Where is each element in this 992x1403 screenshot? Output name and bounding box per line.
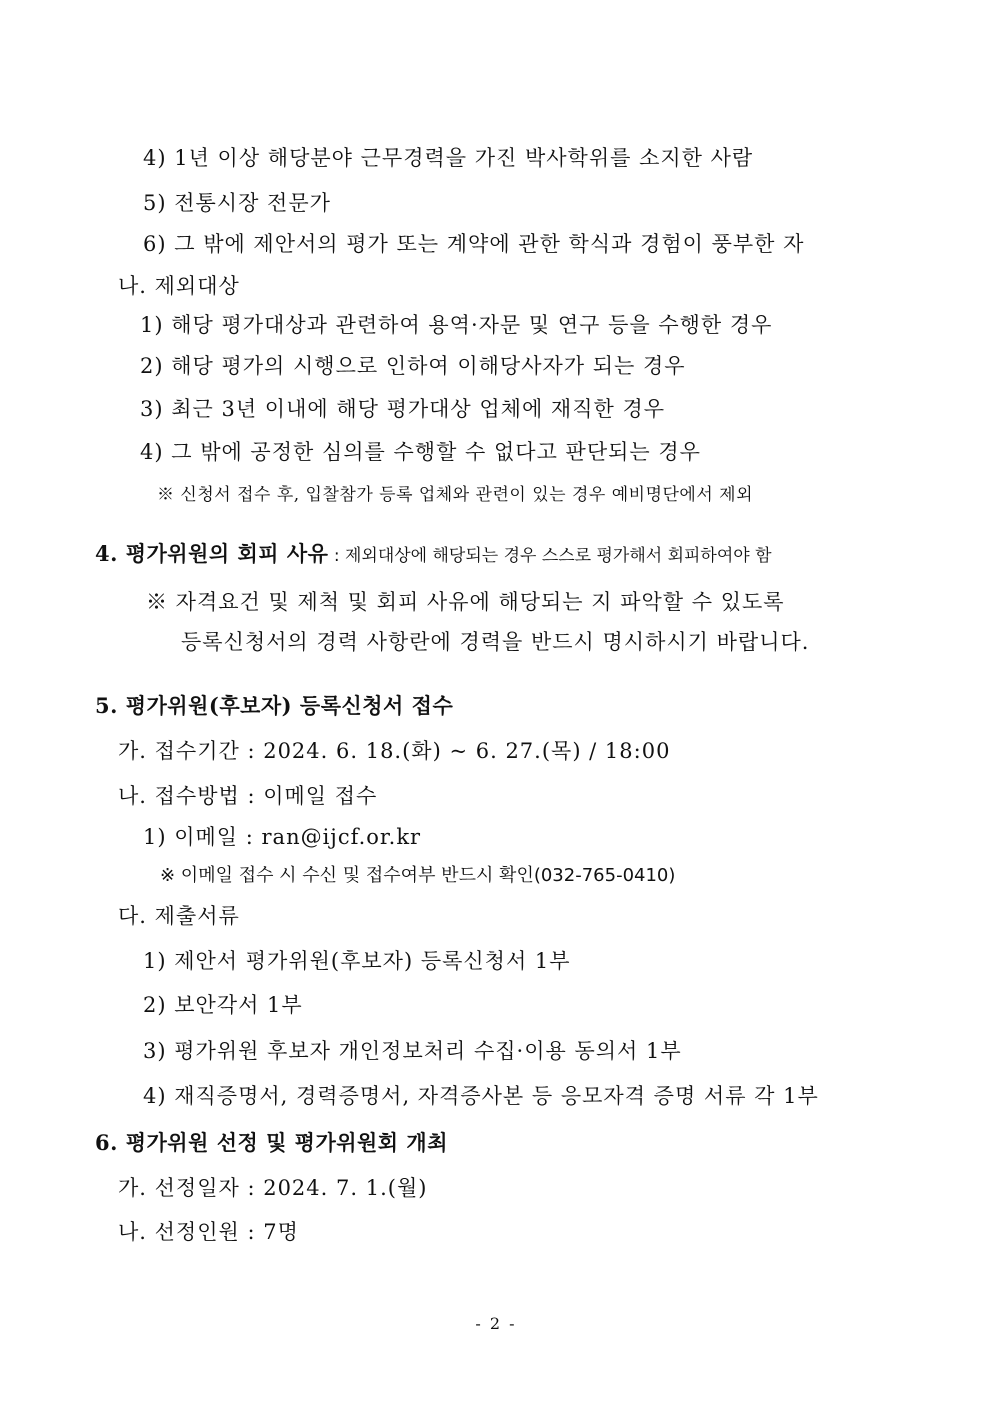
section6-heading: 6. 평가위원 선정 및 평가위원회 개최 [95,1130,448,1155]
receipt-email-note: ※ 이메일 접수 시 수신 및 접수여부 반드시 확인(032-765-0410) [160,865,676,886]
receipt-method: 나. 접수방법 : 이메일 접수 [118,784,378,808]
eligibility-item-5: 5) 전통시장 전문가 [143,191,331,215]
submission-doc-4: 4) 재직증명서, 경력증명서, 자격증사본 등 응모자격 증명 서류 각 1부 [143,1084,819,1108]
eligibility-item-4: 4) 1년 이상 해당분야 근무경력을 가진 박사학위를 소지한 사람 [143,146,754,170]
submission-doc-2: 2) 보안각서 1부 [143,993,303,1017]
exclusion-heading: 나. 제외대상 [118,274,240,298]
exclusion-item-1: 1) 해당 평가대상과 관련하여 용역·자문 및 연구 등을 수행한 경우 [140,313,773,337]
exclusion-note: ※ 신청서 접수 후, 입찰참가 등록 업체와 관련이 있는 경우 예비명단에서 제외 [157,485,754,505]
submission-doc-1: 1) 제안서 평가위원(후보자) 등록신청서 1부 [143,949,571,973]
submission-docs-heading: 다. 제출서류 [118,904,240,928]
submission-doc-3: 3) 평가위원 후보자 개인정보처리 수집·이용 동의서 1부 [143,1039,682,1063]
selection-count: 나. 선정인원 : 7명 [118,1220,299,1244]
exclusion-item-3: 3) 최근 3년 이내에 해당 평가대상 업체에 재직한 경우 [140,397,666,421]
eligibility-item-6: 6) 그 밖에 제안서의 평가 또는 계약에 관한 학식과 경험이 풍부한 자 [143,232,805,256]
section5-heading: 5. 평가위원(후보자) 등록신청서 접수 [95,693,454,718]
receipt-period: 가. 접수기간 : 2024. 6. 18.(화) ~ 6. 27.(목) / 18:00 [118,739,671,763]
exclusion-item-2: 2) 해당 평가의 시행으로 인하여 이해당사자가 되는 경우 [140,354,686,378]
section4-note-line2: 등록신청서의 경력 사항란에 경력을 반드시 명시하시기 바랍니다. [181,630,810,654]
receipt-email: 1) 이메일 : ran@ijcf.or.kr [143,825,422,849]
section4-note-line1: ※ 자격요건 및 제척 및 회피 사유에 해당되는 지 파악할 수 있도록 [146,590,785,614]
exclusion-item-4: 4) 그 밖에 공정한 심의를 수행할 수 없다고 판단되는 경우 [140,440,701,464]
selection-date: 가. 선정일자 : 2024. 7. 1.(월) [118,1176,428,1200]
section4-description: : 제외대상에 해당되는 경우 스스로 평가해서 회피하여야 함 [328,546,772,566]
section4-heading [95,540,772,570]
section4-title: 4. 평가위원의 회피 사유 [95,541,329,566]
page-number: - 2 - [475,1314,517,1333]
